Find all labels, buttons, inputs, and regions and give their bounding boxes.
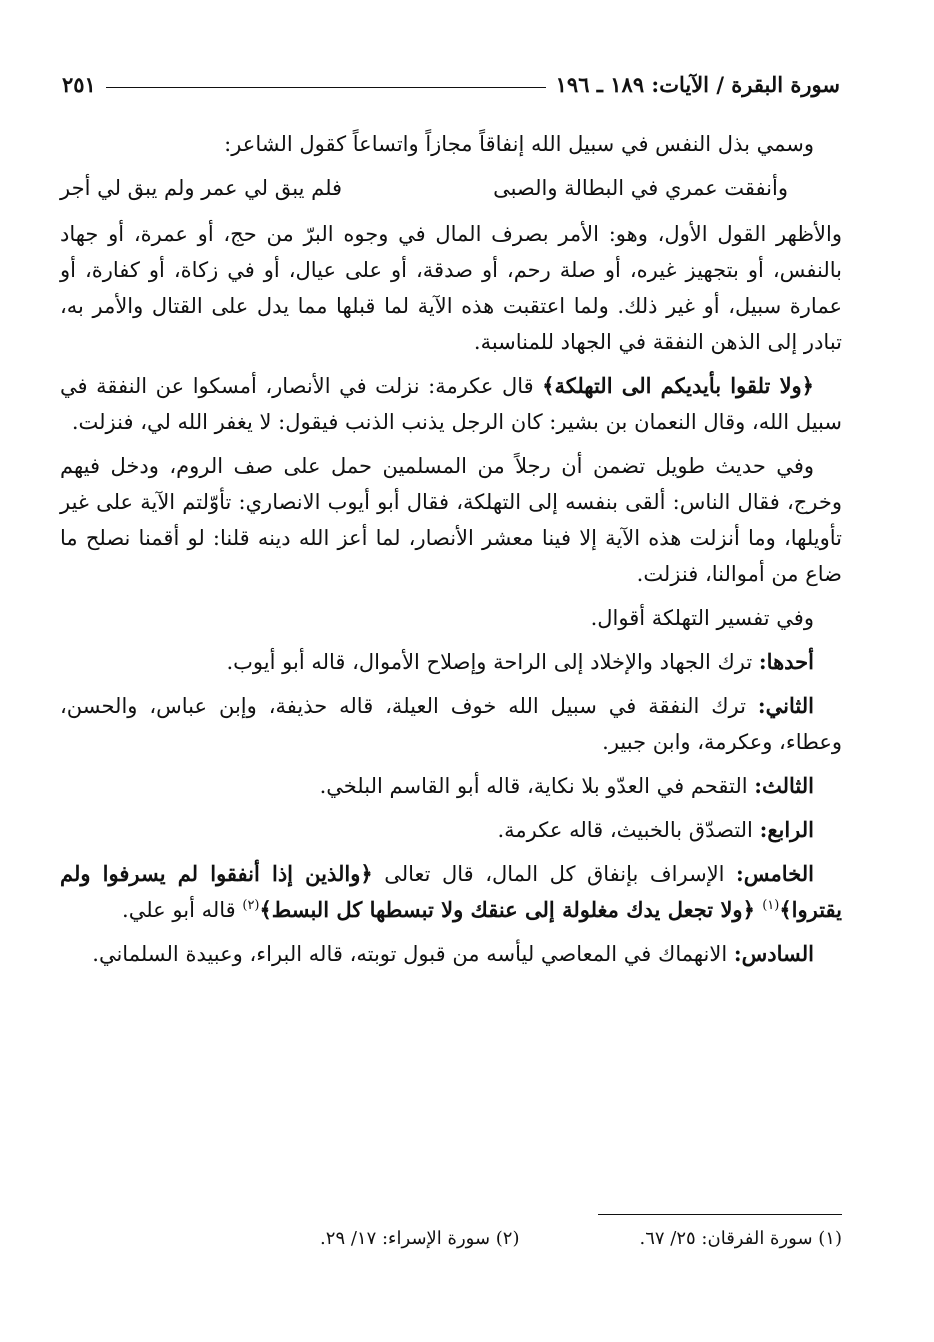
opinion-1 — [60, 644, 842, 680]
quran-quote: ﴿ولا تلقوا بأيديكم الى التهلكة﴾ — [542, 373, 814, 398]
paragraph-1: وسمي بذل النفس في سبيل الله إنفاقاً مجازاً واتساعاً كقول الشاعر: — [224, 132, 814, 156]
footnote-2: (٢) سورة الإسراء: ١٧/ ٢٩. — [320, 1228, 520, 1249]
opinion-2-text: ترك النفقة في سبيل الله خوف العيلة، قاله حذيفة، وإبن عباس، والحسن، وعطاء، وعكرمة، وابن جبير. — [60, 694, 842, 754]
page-body — [60, 126, 842, 980]
poetry-verse — [60, 170, 842, 206]
opinion-5-label: الخامس: — [736, 861, 814, 886]
footnote-1: (١) سورة الفرقان: ٢٥/ ٦٧. — [639, 1228, 842, 1249]
opinion-3-text: التقحم في العدّو بلا نكاية، قاله أبو القاسم البلخي. — [319, 774, 755, 798]
opinion-6-label: السادس: — [733, 941, 814, 966]
opinion-5-text-a: الإسراف بإنفاق كل المال، قال تعالى — [372, 862, 737, 886]
paragraph-3 — [60, 368, 842, 440]
opinion-1-label: أحدها: — [758, 649, 814, 674]
header-title: سورة البقرة / الآيات: ١٨٩ ـ ١٩٦ — [555, 72, 840, 97]
opinion-5 — [60, 856, 842, 928]
paragraph-4: وفي حديث طويل تضمن أن رجلاً من المسلمين حمل على صف الروم، ودخل فيهم وخرج، فقال الناس: ألقى بنفسه إلى التهلكة، فقال أبو أيوب الانصاري: تأوّلتم الآية على غير تأويلها، وما أنزلت هذه الآية إلا فينا معشر الأنصار، لما أعز الله دينه قلنا: لو أقمنا نصلح ما ضاع من أموالنا، فنزلت. — [60, 454, 842, 586]
opinion-5-text-b: قاله أبو علي. — [122, 898, 243, 922]
quran-quote-2: ﴿ولا تجعل يدك مغلولة إلى عنقك ولا تبسطها كل البسط﴾ — [259, 897, 763, 922]
opinion-4-text: التصدّق بالخبيث، قاله عكرمة. — [497, 818, 760, 842]
page-number: ٢٥١ — [62, 72, 96, 97]
paragraph-2: والأظهر القول الأول، وهو: الأمر بصرف المال في وجوه البرّ من حج، أو عمرة، أو جهاد بالنفس، أو بتجهيز غيره، أو صلة رحم، أو صدقة، أو على عيال، أو في زكاة، أو كفارة، أو عمارة سبيل، أو غير ذلك. ولما اعتقبت هذه الآية لما قبلها مما يدل على القتال والأمر به، تبادر إلى الذهن النفقة في الجهاد للمناسبة. — [60, 222, 842, 354]
paragraph-3-text: قال عكرمة: نزلت في الأنصار، أمسكوا عن النفقة في سبيل الله، وقال النعمان بن بشير: كان الرجل يذنب الذنب فيقول: لا يغفر الله لي، فنزلت. — [60, 374, 842, 434]
footnote-ref-1: (١) — [762, 898, 780, 913]
footnote-ref-2: (٢) — [242, 898, 260, 913]
footnotes — [260, 1228, 842, 1249]
running-header — [62, 72, 840, 97]
footnote-separator — [598, 1214, 842, 1215]
opinion-4 — [60, 812, 842, 848]
opinion-2-label: الثاني: — [757, 693, 814, 718]
opinion-6 — [60, 936, 842, 972]
opinion-6-text: الانهماك في المعاصي ليأسه من قبول توبته، قاله البراء، وعبيدة السلماني. — [92, 942, 734, 966]
header-rule — [106, 87, 546, 88]
verse-first-hemistich: وأنفقت عمري في البطالة والصبى — [493, 176, 788, 200]
opinion-2 — [60, 688, 842, 760]
paragraph-5: وفي تفسير التهلكة أقوال. — [590, 606, 814, 630]
opinion-3 — [60, 768, 842, 804]
quran-quote-1: ﴿والذين إذا أنفقوا لم يسرفوا ولم يقتروا﴾ — [60, 861, 842, 922]
verse-second-hemistich: فلم يبق لي عمر ولم يبق لي أجر — [60, 176, 343, 200]
opinion-4-label: الرابع: — [759, 817, 814, 842]
opinion-1-text: ترك الجهاد والإخلاد إلى الراحة وإصلاح الأموال، قاله أبو أيوب. — [226, 650, 759, 674]
opinion-3-label: الثالث: — [754, 773, 814, 798]
